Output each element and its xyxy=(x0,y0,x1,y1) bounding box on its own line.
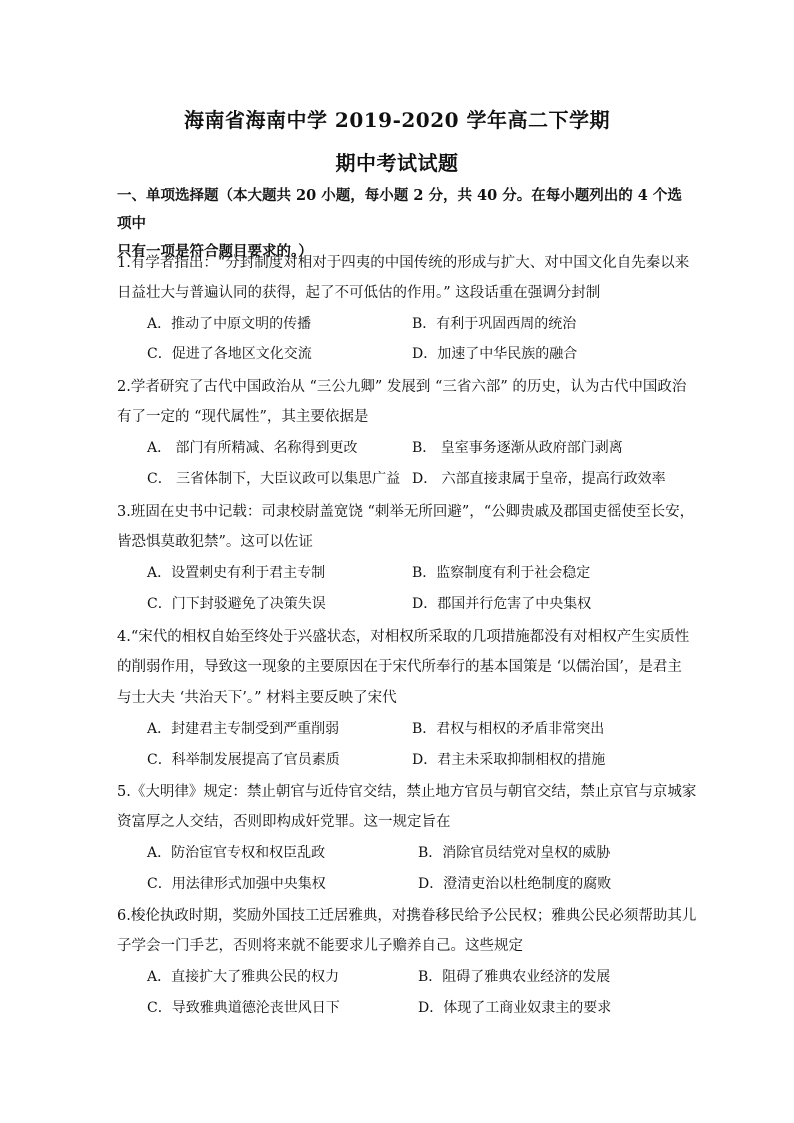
question-5-option-d: D．澄清吏治以杜绝制度的腐败 xyxy=(418,876,612,892)
question-1-stem-line: 1.有学者指出：“分封制度对相对于四夷的中国传统的形成与扩大、对中国文化自先秦以来 xyxy=(117,255,690,271)
question-4-option-b: B．君权与相权的矛盾非常突出 xyxy=(412,721,605,737)
question-2-option-c: C． 三省体制下，大臣议政可以集思广益 xyxy=(147,471,401,487)
question-1-option-b: B．有利于巩固西周的统治 xyxy=(412,316,577,332)
question-1-stem-line: 日益壮大与普遍认同的获得，起了不可低估的作用。” 这段话重在强调分封制 xyxy=(117,285,601,301)
exam-title: 海南省海南中学 2019-2020 学年高二下学期 xyxy=(183,108,611,132)
question-5-stem-line: 资富厚之人交结，否则即构成奸党罪。这一规定旨在 xyxy=(117,814,451,830)
question-2-option-b: B． 皇室事务逐渐从政府部门剥离 xyxy=(412,440,623,456)
question-6-option-d: D．体现了工商业奴隶主的要求 xyxy=(418,1000,612,1016)
section-line: 一、单项选择题（本大题共 20 小题，每小题 2 分，共 40 分。在每小题列出的 4 个选项中 xyxy=(117,187,682,232)
question-3-option-b: B．监察制度有利于社会稳定 xyxy=(412,565,591,581)
question-2-option-d: D． 六部直接隶属于皇帝，提高行政效率 xyxy=(412,471,666,487)
question-1-option-a: A．推动了中原文明的传播 xyxy=(147,316,312,332)
question-5-stem-line: 5.《大明律》规定：禁止朝官与近侍官交结，禁止地方官员与朝官交结，禁止京官与京城家 xyxy=(117,784,697,800)
question-2-option-a: A． 部门有所精减、名称得到更改 xyxy=(147,440,358,456)
question-4-stem-line: 的削弱作用，导致这一现象的主要原因在于宋代所奉行的基本国策是 ‘以儒治国’，是君主 xyxy=(117,659,682,675)
question-3-option-d: D．郡国并行危害了中央集权 xyxy=(412,596,592,612)
question-3-stem-line: 3.班固在史书中记载：司隶校尉盖宽饶 “刺举无所回避”，“公卿贵戚及郡国吏徭使至长安， xyxy=(117,504,695,520)
question-6-option-c: C．导致雅典道德沦丧世风日下 xyxy=(147,1000,340,1016)
question-1-option-c: C．促进了各地区文化交流 xyxy=(147,346,312,362)
question-1-option-d: D．加速了中华民族的融合 xyxy=(412,346,578,362)
question-4-option-a: A．封建君主专制受到严重削弱 xyxy=(147,721,340,737)
exam-subtitle: 期中考试试题 xyxy=(335,151,459,175)
question-3-option-a: A．设置刺史有利于君主专制 xyxy=(147,565,326,581)
question-6-option-a: A．直接扩大了雅典公民的权力 xyxy=(147,969,340,985)
question-4-stem-line: 与士大夫 ‘共治天下’。” 材料主要反映了宋代 xyxy=(117,690,397,706)
question-5-option-b: B．消除官员结党对皇权的威胁 xyxy=(418,845,611,861)
question-5-option-a: A．防治宦官专权和权臣乱政 xyxy=(147,845,326,861)
question-6-stem-line: 6.梭伦执政时期，奖励外国技工迁居雅典，对携眷移民给予公民权；雅典公民必须帮助其儿 xyxy=(117,908,697,924)
question-6-option-b: B．阻碍了雅典农业经济的发展 xyxy=(418,969,611,985)
question-6-stem-line: 子学会一门手艺，否则将来就不能要求儿子赡养自己。这些规定 xyxy=(117,938,523,954)
question-4-option-c: C．科举制发展提高了官员素质 xyxy=(147,752,340,768)
section-line: 只有一项是符合题目要求的。） xyxy=(117,243,313,260)
question-2-stem-line: 有了一定的 “现代属性”，其主要依据是 xyxy=(117,409,369,425)
question-4-stem-line: 4.“宋代的相权自始至终处于兴盛状态，对相权所采取的几项措施都没有对相权产生实质性 xyxy=(117,629,690,645)
question-3-option-c: C．门下封驳避免了决策失误 xyxy=(147,596,326,612)
question-3-stem-line: 皆恐惧莫敢犯禁”。这可以佐证 xyxy=(117,534,313,550)
question-2-stem-line: 2.学者研究了古代中国政治从 “三公九卿” 发展到 “三省六部” 的历史，认为古代中国政治 xyxy=(117,379,687,395)
question-4-option-d: D．君主未采取抑制相权的措施 xyxy=(412,752,606,768)
question-5-option-c: C．用法律形式加强中央集权 xyxy=(147,876,326,892)
